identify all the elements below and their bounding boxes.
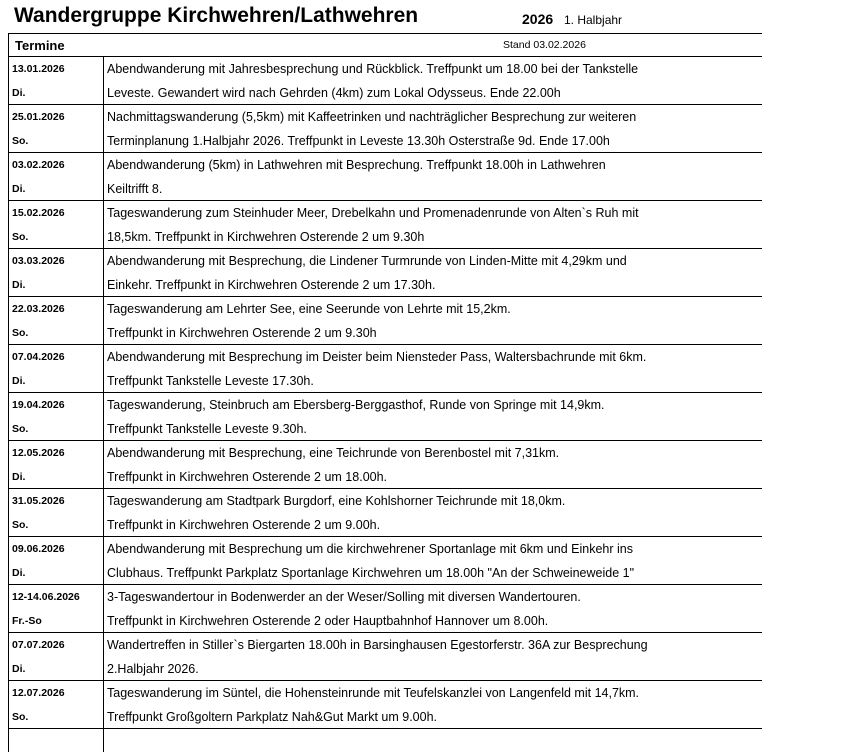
- event-text-line1: Abendwanderung mit Besprechung, eine Teichrunde von Berenbostel mit 7,31km.: [107, 446, 560, 460]
- event-date: 25.01.2026: [9, 105, 104, 129]
- event-text-line1: Wandertreffen in Stiller`s Biergarten 18.00h in Barsinghausen Egestorferstr. 36A zur Besprechung: [107, 638, 648, 652]
- event-day: Di.: [9, 369, 104, 392]
- blank-date-cell: [9, 729, 104, 752]
- event-day: So.: [9, 129, 104, 152]
- event-text-line2: Treffpunkt in Kirchwehren Osterende 2 oder Hauptbahnhof Hannover um 8.00h.: [107, 613, 549, 628]
- event-date: 09.06.2026: [9, 537, 104, 561]
- event-text-line2: 18,5km. Treffpunkt in Kirchwehren Osterende 2 um 9.30h: [107, 229, 425, 244]
- event-text-line1: Abendwanderung mit Jahresbesprechung und Rückblick. Treffpunkt um 18.00 bei der Tankstelle: [107, 62, 639, 76]
- event-text-line1: Abendwanderung mit Besprechung im Deister beim Niensteder Pass, Waltersbachrunde mit 6km.: [107, 350, 647, 364]
- event-row-day: [9, 705, 762, 729]
- event-row-day: [9, 513, 762, 537]
- event-date: 12.05.2026: [9, 441, 104, 465]
- event-day: So.: [9, 417, 104, 440]
- schedule-table: [8, 33, 762, 752]
- blank-text-cell: [104, 729, 762, 752]
- event-text-line1: Abendwanderung mit Besprechung, die Lindener Turmrunde von Linden-Mitte mit 4,29km und: [107, 254, 627, 268]
- event-text-line1: Abendwanderung mit Besprechung um die kirchwehrener Sportanlage mit 6km und Einkehr ins: [107, 542, 633, 556]
- event-date: 22.03.2026: [9, 297, 104, 321]
- event-row-day: [9, 465, 762, 489]
- event-day: Fr.-So: [9, 609, 104, 632]
- event-text-line2: Treffpunkt Tankstelle Leveste 17.30h.: [107, 373, 314, 388]
- event-text-line1: Abendwanderung (5km) in Lathwehren mit Besprechung. Treffpunkt 18.00h in Lathwehren: [107, 158, 606, 172]
- event-row-date: [9, 153, 762, 177]
- event-row-day: [9, 129, 762, 153]
- section-label: Termine: [15, 37, 65, 53]
- event-row-date: [9, 57, 762, 81]
- event-text-line1: Tageswanderung zum Steinhuder Meer, Drebelkahn und Promenadenrunde von Alten`s Ruh mit: [107, 206, 639, 220]
- event-row-date: [9, 105, 762, 129]
- event-text-line2: Keiltrifft 8.: [107, 181, 163, 196]
- event-text-line2: Treffpunkt Großgoltern Parkplatz Nah&Gut Markt um 9.00h.: [107, 709, 438, 724]
- event-day: Di.: [9, 177, 104, 200]
- event-row-date: [9, 249, 762, 273]
- event-text-line1: Tageswanderung am Lehrter See, eine Seerunde von Lehrte mit 15,2km.: [107, 302, 511, 316]
- event-row-date: [9, 345, 762, 369]
- event-text-line1: Nachmittagswanderung (5,5km) mit Kaffeetrinken und nachträglicher Besprechung zur weiteren: [107, 110, 637, 124]
- event-date: 13.01.2026: [9, 57, 104, 81]
- event-day: So.: [9, 705, 104, 728]
- event-row-day: [9, 225, 762, 249]
- event-text-line2: Clubhaus. Treffpunkt Parkplatz Sportanlage Kirchwehren um 18.00h "An der Schweineweide 1": [107, 565, 635, 580]
- event-day: Di.: [9, 273, 104, 296]
- event-row-date: [9, 297, 762, 321]
- event-text-line2: Treffpunkt Tankstelle Leveste 9.30h.: [107, 421, 307, 436]
- event-day: So.: [9, 225, 104, 248]
- event-date: 07.04.2026: [9, 345, 104, 369]
- half-year-label: 1. Halbjahr: [564, 13, 623, 27]
- event-day: So.: [9, 321, 104, 344]
- event-row-date: [9, 393, 762, 417]
- event-day: Di.: [9, 81, 104, 104]
- event-row-date: [9, 537, 762, 561]
- event-date: 12-14.06.2026: [9, 585, 104, 609]
- event-row-day: [9, 657, 762, 681]
- blank-row: [9, 729, 762, 752]
- event-date: 03.02.2026: [9, 153, 104, 177]
- event-row-day: [9, 561, 762, 585]
- event-row-day: [9, 369, 762, 393]
- event-date: 19.04.2026: [9, 393, 104, 417]
- event-date: 07.07.2026: [9, 633, 104, 657]
- stand-date: Stand 03.02.2026: [503, 39, 586, 51]
- event-row-date: [9, 633, 762, 657]
- event-day: Di.: [9, 561, 104, 584]
- table-header-row: [9, 34, 762, 57]
- event-row-day: [9, 81, 762, 105]
- event-date: 03.03.2026: [9, 249, 104, 273]
- event-text-line2: Treffpunkt in Kirchwehren Osterende 2 um 9.00h.: [107, 517, 381, 532]
- event-row-day: [9, 177, 762, 201]
- event-row-day: [9, 273, 762, 297]
- event-day: Di.: [9, 465, 104, 488]
- event-row-day: [9, 321, 762, 345]
- event-text-line1: Tageswanderung am Stadtpark Burgdorf, eine Kohlshorner Teichrunde mit 18,0km.: [107, 494, 566, 508]
- event-row-date: [9, 441, 762, 465]
- event-date: 12.07.2026: [9, 681, 104, 705]
- event-date: 15.02.2026: [9, 201, 104, 225]
- event-row-day: [9, 609, 762, 633]
- event-rows: [9, 57, 762, 729]
- event-text-line2: Leveste. Gewandert wird nach Gehrden (4km) zum Lokal Odysseus. Ende 22.00h: [107, 85, 561, 100]
- event-text-line2: Einkehr. Treffpunkt in Kirchwehren Osterende 2 um 17.30h.: [107, 277, 436, 292]
- event-row-day: [9, 417, 762, 441]
- event-text-line1: 3-Tageswandertour in Bodenwerder an der Weser/Solling mit diversen Wandertouren.: [107, 590, 581, 604]
- event-date: 31.05.2026: [9, 489, 104, 513]
- event-text-line2: 2.Halbjahr 2026.: [107, 661, 199, 676]
- event-text-line2: Terminplanung 1.Halbjahr 2026. Treffpunkt in Leveste 13.30h Osterstraße 9d. Ende 17.00h: [107, 133, 610, 148]
- event-day: Di.: [9, 657, 104, 680]
- event-row-date: [9, 585, 762, 609]
- page-title: Wandergruppe Kirchwehren/Lathwehren: [14, 4, 419, 27]
- event-row-date: [9, 489, 762, 513]
- event-text-line2: Treffpunkt in Kirchwehren Osterende 2 um 9.30h: [107, 325, 377, 340]
- year-label: 2026: [522, 11, 554, 27]
- event-day: So.: [9, 513, 104, 536]
- event-text-line1: Tageswanderung, Steinbruch am Ebersberg-Berggasthof, Runde von Springe mit 14,9km.: [107, 398, 605, 412]
- event-row-date: [9, 681, 762, 705]
- event-text-line1: Tageswanderung im Süntel, die Hohensteinrunde mit Teufelskanzlei von Langenfeld mit 14,7km.: [107, 686, 640, 700]
- event-row-date: [9, 201, 762, 225]
- event-text-line2: Treffpunkt in Kirchwehren Osterende 2 um 18.00h.: [107, 469, 388, 484]
